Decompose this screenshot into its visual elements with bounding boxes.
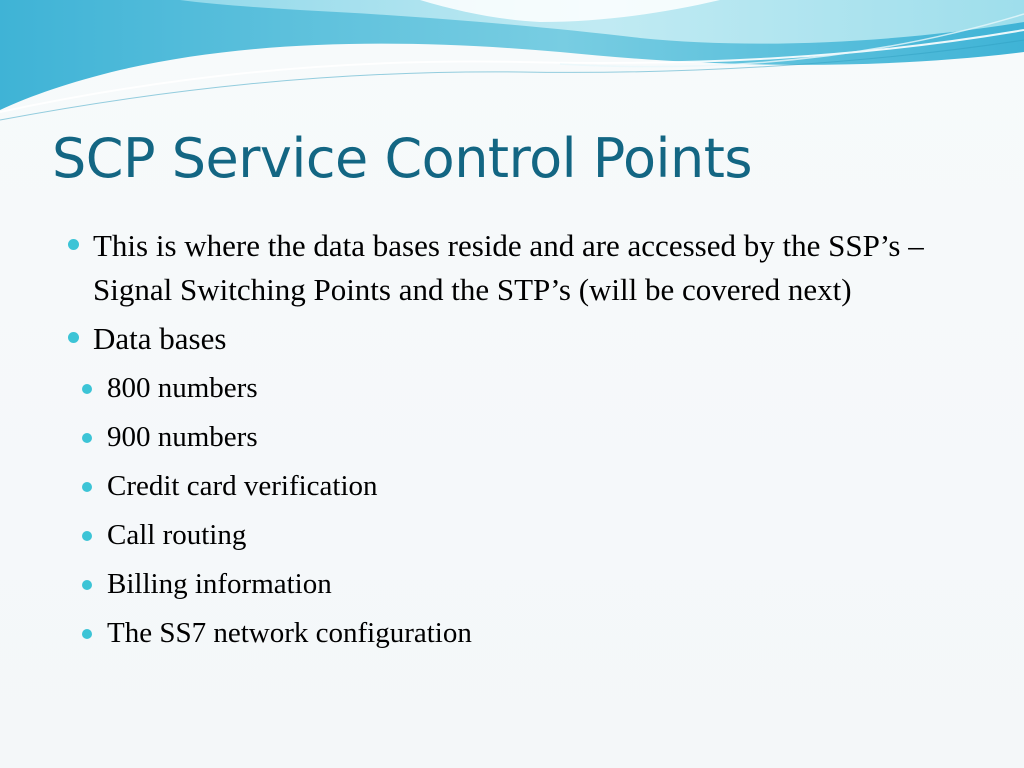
sub-bullet-item [80, 413, 966, 462]
slide-title: SCP Service Control Points [52, 127, 753, 190]
sub-bullet-text: Call routing [107, 519, 247, 551]
sub-bullet-list [80, 364, 966, 658]
bullet-dot-icon [82, 384, 92, 394]
bullet-dot-icon [68, 332, 79, 343]
sub-bullet-text: The SS7 network configuration [107, 617, 472, 649]
bullet-dot-icon [68, 239, 79, 250]
bullet-item [66, 224, 966, 312]
bullet-item [66, 317, 966, 658]
bullet-dot-icon [82, 482, 92, 492]
bullet-list [66, 224, 966, 663]
wave-header-decoration [0, 0, 1024, 125]
bullet-text: This is where the data bases reside and are accessed by the SSP’s – Signal Switching Points and the STP’s (will be covered next) [93, 228, 924, 307]
sub-bullet-text: 900 numbers [107, 421, 258, 453]
sub-bullet-item [80, 511, 966, 560]
bullet-dot-icon [82, 531, 92, 541]
bullet-dot-icon [82, 580, 92, 590]
bullet-text: Data bases [93, 321, 227, 356]
sub-bullet-text: Billing information [107, 568, 332, 600]
sub-bullet-item [80, 462, 966, 511]
sub-bullet-item [80, 560, 966, 609]
sub-bullet-text: 800 numbers [107, 372, 258, 404]
bullet-dot-icon [82, 433, 92, 443]
sub-bullet-item [80, 364, 966, 413]
sub-bullet-item [80, 609, 966, 658]
sub-bullet-text: Credit card verification [107, 470, 378, 502]
bullet-dot-icon [82, 629, 92, 639]
